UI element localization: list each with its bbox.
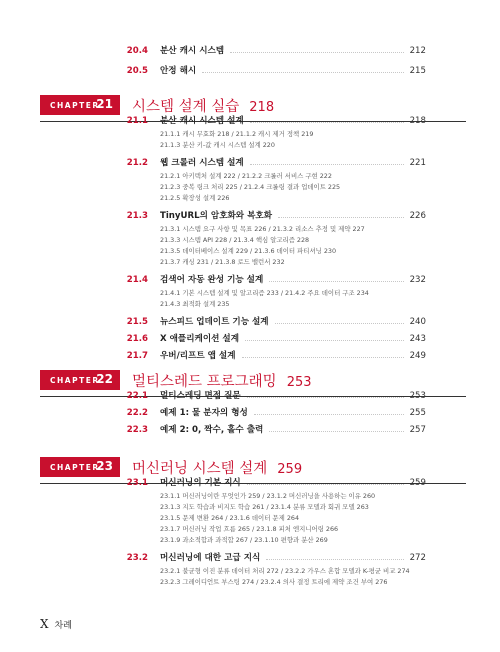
section-number: 21.1 (126, 116, 148, 126)
chapter-label: CHAPTER (50, 463, 100, 472)
section-page: 257 (409, 425, 426, 435)
dot-leader (247, 397, 404, 398)
section-number: 21.4 (126, 275, 148, 285)
subsection-line: 21.3.1 시스템 요구 사항 및 목표 226 / 21.3.2 리소스 추정 및 제약 227 (160, 225, 365, 233)
section-page: 255 (409, 408, 426, 418)
subsection-line: 21.2.5 확장성 설계 226 (160, 194, 230, 202)
subsection-line: 21.4.3 최적화 설계 235 (160, 300, 230, 308)
dot-leader (230, 52, 404, 53)
section-title: TinyURL의 암호화와 복호화 (160, 211, 272, 221)
toc-section-entry[interactable] (0, 273, 500, 287)
chapter-badge (40, 95, 120, 115)
chapter-title-text: 시스템 설계 실습 (132, 99, 240, 115)
section-title: 머신러닝의 기본 지식 (160, 478, 241, 488)
chapter-page: 218 (249, 100, 275, 115)
section-title: 안정 해시 (160, 66, 197, 76)
toc-section-entry[interactable] (0, 315, 500, 329)
section-number: 21.2 (126, 158, 148, 168)
dot-leader (250, 122, 404, 123)
footer-label: 차례 (54, 621, 72, 631)
subsection-line: 23.1.7 머신러닝 작업 흐름 265 / 23.1.8 피처 엔지니어링 266 (160, 525, 339, 533)
section-title: 멀티스레딩 면접 질문 (160, 391, 241, 401)
section-title: 분산 캐시 시스템 설계 (160, 116, 244, 126)
section-page: 221 (409, 158, 426, 168)
section-number: 22.1 (126, 391, 148, 401)
section-number: 21.6 (126, 334, 148, 344)
chapter-title-text: 머신러닝 시스템 설계 (132, 461, 268, 477)
chapter-page: 259 (277, 462, 303, 477)
subsection-line: 21.3.3 시스템 API 228 / 21.3.4 핵심 알고리즘 228 (160, 236, 310, 244)
chapter-page: 253 (286, 375, 312, 390)
section-page: 240 (409, 317, 426, 327)
chapter-title (132, 95, 274, 116)
dot-leader (266, 559, 404, 560)
section-page: 243 (409, 334, 426, 344)
chapter-title (132, 457, 302, 478)
page-footer (40, 617, 72, 631)
toc-section-entry[interactable] (0, 156, 500, 170)
section-title: 웹 크롤러 시스템 설계 (160, 158, 244, 168)
toc-section-entry[interactable] (0, 64, 500, 78)
dot-leader (242, 357, 404, 358)
toc-section-entry[interactable] (0, 209, 500, 223)
chapter-badge (40, 370, 120, 390)
chapter-label: CHAPTER (50, 376, 100, 385)
dot-leader (269, 281, 404, 282)
toc-section-entry[interactable] (0, 114, 500, 128)
section-page: 215 (409, 66, 426, 76)
chapter-number: 22 (96, 372, 113, 386)
section-number: 21.7 (126, 351, 148, 361)
dot-leader (202, 72, 404, 73)
dot-leader (275, 323, 404, 324)
subsection-line: 21.4.1 기본 시스템 설계 및 알고리즘 233 / 21.4.2 주요 데이터 구조 234 (160, 289, 369, 297)
subsection-line: 23.1.1 머신러닝이란 무엇인가 259 / 23.1.2 머신러닝을 사용하는 이유 260 (160, 492, 376, 500)
section-number: 20.4 (126, 46, 148, 56)
toc-section-entry[interactable] (0, 349, 500, 363)
dot-leader (278, 217, 404, 218)
subsection-line: 23.1.3 지도 학습과 비지도 학습 261 / 23.1.4 분류 모델과 회귀 모델 263 (160, 503, 369, 511)
toc-section-entry[interactable] (0, 423, 500, 437)
subsection-line: 21.1.3 분산 키-값 캐시 시스템 설계 220 (160, 141, 275, 149)
subsection-line: 23.2.3 그레이디언트 부스팅 274 / 23.2.4 의사 결정 트리에 제약 조건 부여 276 (160, 578, 388, 586)
section-title: 뉴스피드 업데이트 기능 설계 (160, 317, 269, 327)
chapter-number: 23 (96, 459, 113, 473)
subsection-line: 21.1.1 캐시 무효화 218 / 21.1.2 캐시 제거 정책 219 (160, 130, 314, 138)
section-title: 예제 2: 0, 짝수, 홀수 출력 (160, 425, 264, 435)
dot-leader (247, 484, 404, 485)
toc-section-entry[interactable] (0, 551, 500, 565)
section-number: 23.1 (126, 478, 148, 488)
toc-section-entry[interactable] (0, 406, 500, 420)
subsection-line: 21.3.5 데이터베이스 설계 229 / 21.3.6 데이터 파티셔닝 230 (160, 247, 337, 255)
section-page: 272 (409, 553, 426, 563)
section-page: 218 (409, 116, 426, 126)
section-title: 검색어 자동 완성 기능 설계 (160, 275, 264, 285)
section-title: 우버/리프트 앱 설계 (160, 351, 236, 361)
chapter-badge (40, 457, 120, 477)
toc-section-entry[interactable] (0, 389, 500, 403)
subsection-line: 23.2.1 불균형 이진 분류 데이터 처리 272 / 23.2.2 가우스 혼합 모델과 K-평균 비교 274 (160, 567, 410, 575)
section-number: 21.3 (126, 211, 148, 221)
toc-section-entry[interactable] (0, 476, 500, 490)
section-title: X 애플리케이션 설계 (160, 334, 240, 344)
subsection-line: 21.2.1 아키텍처 설계 222 / 21.2.2 크롤러 서비스 구현 222 (160, 172, 332, 180)
subsection-line: 21.2.3 중복 링크 처리 225 / 21.2.4 크롤링 결과 업데이트 225 (160, 183, 341, 191)
section-number: 21.5 (126, 317, 148, 327)
dot-leader (254, 414, 404, 415)
section-page: 259 (409, 478, 426, 488)
chapter-label: CHAPTER (50, 101, 100, 110)
toc-section-entry[interactable] (0, 44, 500, 58)
section-title: 머신러닝에 대한 고급 지식 (160, 553, 261, 563)
section-title: 분산 캐시 시스템 (160, 46, 225, 56)
section-number: 23.2 (126, 553, 148, 563)
page-number: X (40, 617, 49, 631)
section-number: 22.2 (126, 408, 148, 418)
subsection-line: 23.1.9 과소적합과 과적합 267 / 23.1.10 편향과 분산 269 (160, 536, 328, 544)
section-page: 253 (409, 391, 426, 401)
toc-section-entry[interactable] (0, 332, 500, 346)
chapter-title (132, 370, 312, 391)
section-page: 232 (409, 275, 426, 285)
section-number: 22.3 (126, 425, 148, 435)
section-page: 249 (409, 351, 426, 361)
dot-leader (245, 340, 404, 341)
dot-leader (250, 164, 404, 165)
subsection-line: 23.1.5 문제 변환 264 / 23.1.6 데이터 문제 264 (160, 514, 300, 522)
section-title: 예제 1: 물 분자의 형성 (160, 408, 248, 418)
chapter-title-text: 멀티스레드 프로그래밍 (132, 374, 277, 390)
chapter-number: 21 (96, 97, 113, 111)
dot-leader (269, 431, 404, 432)
section-page: 226 (409, 211, 426, 221)
section-number: 20.5 (126, 66, 148, 76)
section-page: 212 (409, 46, 426, 56)
subsection-line: 21.3.7 캐싱 231 / 21.3.8 로드 밸런서 232 (160, 258, 285, 266)
